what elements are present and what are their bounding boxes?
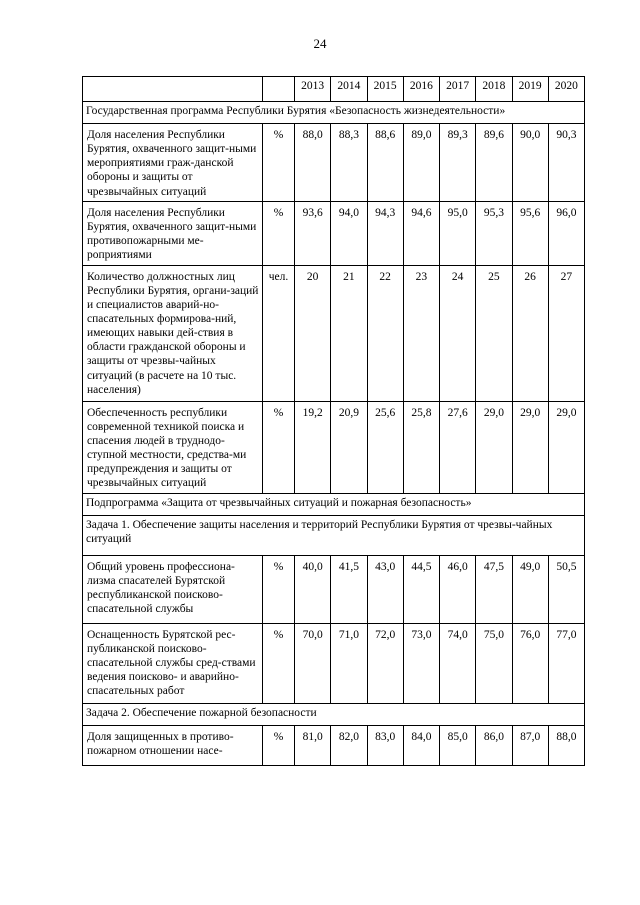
indicator-value: 88,0 [295,124,331,202]
indicator-value: 20,9 [331,401,367,493]
indicator-value: 84,0 [403,725,439,765]
indicators-table [82,76,585,766]
indicator-value: 20 [295,265,331,401]
indicator-row [83,725,585,765]
indicator-value: 88,6 [367,124,403,202]
indicator-value: 82,0 [331,725,367,765]
indicator-value: 27,6 [440,401,476,493]
header-year-cell: 2019 [512,77,548,102]
indicator-value: 43,0 [367,555,403,623]
indicator-value: 25 [476,265,512,401]
indicator-row [83,202,585,266]
indicator-name: Количество должностных лиц Республики Бурятия, органи-заций и специалистов аварий-но-спасательных формирова-ний, имеющих навыки дей-ствия в области гражданской обороны и защиты от чрезвы-чайных ситуаций (в расчете на 10 тыс. населения) [83,265,263,401]
indicator-value: 88,0 [548,725,584,765]
indicator-name: Доля защищенных в противо-пожарном отношении насе- [83,725,263,765]
indicator-value: 89,0 [403,124,439,202]
indicator-value: 76,0 [512,623,548,703]
indicator-value: 75,0 [476,623,512,703]
indicator-value: 83,0 [367,725,403,765]
indicator-value: 90,3 [548,124,584,202]
indicator-value: 90,0 [512,124,548,202]
indicator-unit: % [263,725,295,765]
indicator-value: 47,5 [476,555,512,623]
header-year-cell: 2018 [476,77,512,102]
header-year-cell: 2016 [403,77,439,102]
indicator-value: 26 [512,265,548,401]
indicator-value: 41,5 [331,555,367,623]
indicator-value: 94,3 [367,202,403,266]
indicator-value: 81,0 [295,725,331,765]
section-title: Задача 2. Обеспечение пожарной безопасности [83,703,585,725]
section-row [83,703,585,725]
indicator-value: 49,0 [512,555,548,623]
indicator-value: 88,3 [331,124,367,202]
indicator-value: 27 [548,265,584,401]
indicator-value: 93,6 [295,202,331,266]
indicator-unit: чел. [263,265,295,401]
indicator-value: 96,0 [548,202,584,266]
section-row [83,102,585,124]
indicator-value: 86,0 [476,725,512,765]
indicator-row [83,265,585,401]
indicator-row [83,401,585,493]
section-title: Подпрограмма «Защита от чрезвычайных ситуаций и пожарная безопасность» [83,493,585,515]
indicator-name: Доля населения Республики Бурятия, охваченного защит-ными мероприятиями граж-данской обороны и защиты от чрезвычайных ситуаций [83,124,263,202]
header-year-cell: 2014 [331,77,367,102]
header-year-cell: 2013 [295,77,331,102]
header-year-cell: 2017 [440,77,476,102]
indicator-value: 25,8 [403,401,439,493]
indicator-value: 71,0 [331,623,367,703]
indicator-value: 89,6 [476,124,512,202]
indicator-value: 70,0 [295,623,331,703]
section-title: Государственная программа Республики Бурятия «Безопасность жизнедеятельности» [83,102,585,124]
header-year-cell: 2015 [367,77,403,102]
indicator-unit: % [263,401,295,493]
indicator-value: 74,0 [440,623,476,703]
indicator-value: 40,0 [295,555,331,623]
indicator-value: 85,0 [440,725,476,765]
indicator-value: 94,6 [403,202,439,266]
indicator-value: 29,0 [548,401,584,493]
indicator-value: 50,5 [548,555,584,623]
indicator-value: 94,0 [331,202,367,266]
indicator-value: 44,5 [403,555,439,623]
indicator-value: 24 [440,265,476,401]
indicator-value: 21 [331,265,367,401]
indicator-value: 25,6 [367,401,403,493]
page-number: 24 [313,36,327,51]
indicator-value: 95,6 [512,202,548,266]
indicator-unit: % [263,124,295,202]
indicator-value: 72,0 [367,623,403,703]
section-title: Задача 1. Обеспечение защиты населения и территорий Республики Бурятия от чрезвы-чайных ситуаций [83,515,585,555]
indicator-value: 23 [403,265,439,401]
indicator-value: 46,0 [440,555,476,623]
indicator-value: 95,0 [440,202,476,266]
section-row [83,493,585,515]
header-year-cell: 2020 [548,77,584,102]
indicator-value: 29,0 [476,401,512,493]
indicator-name: Общий уровень профессиона-лизма спасателей Бурятской республиканской поисково-спасательной службы [83,555,263,623]
indicator-row [83,124,585,202]
indicator-value: 87,0 [512,725,548,765]
indicator-name: Обеспеченность республики современной техникой поиска и спасения людей в труднодо-ступной местности, средства-ми предупреждения и защиты от чрезвычайных ситуаций [83,401,263,493]
indicator-value: 89,3 [440,124,476,202]
indicator-row [83,623,585,703]
indicator-value: 19,2 [295,401,331,493]
indicator-unit: % [263,555,295,623]
indicator-row [83,555,585,623]
indicator-value: 73,0 [403,623,439,703]
indicator-name: Доля населения Республики Бурятия, охваченного защит-ными противопожарными ме-роприятиями [83,202,263,266]
indicator-value: 22 [367,265,403,401]
header-indicator-cell [83,77,263,102]
indicator-name: Оснащенность Бурятской рес-публиканской поисково-спасательной службы сред-ствами ведения поисково- и аварийно-спасательных работ [83,623,263,703]
table-header-row [83,77,585,102]
indicator-value: 29,0 [512,401,548,493]
indicator-value: 77,0 [548,623,584,703]
header-unit-cell [263,77,295,102]
indicator-unit: % [263,202,295,266]
section-row [83,515,585,555]
indicator-value: 95,3 [476,202,512,266]
indicator-unit: % [263,623,295,703]
